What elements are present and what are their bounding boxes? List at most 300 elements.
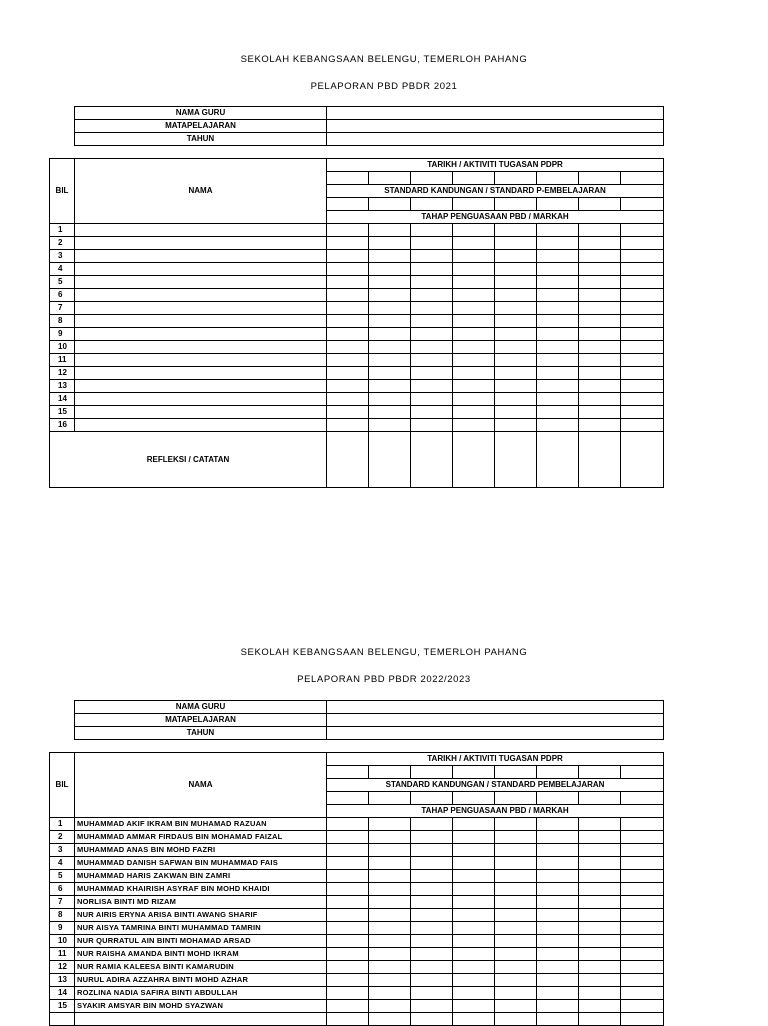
score-cell[interactable]: [411, 935, 453, 948]
score-cell[interactable]: [327, 237, 369, 250]
score-cell[interactable]: [453, 289, 495, 302]
score-cell[interactable]: [579, 896, 621, 909]
score-cell[interactable]: [537, 328, 579, 341]
year-field[interactable]: [327, 727, 664, 740]
score-cell[interactable]: [621, 909, 664, 922]
score-cell[interactable]: [537, 315, 579, 328]
score-cell[interactable]: [621, 393, 664, 406]
score-cell[interactable]: [369, 250, 411, 263]
score-cell[interactable]: [453, 406, 495, 419]
score-cell[interactable]: [453, 1000, 495, 1013]
score-cell[interactable]: [579, 354, 621, 367]
score-cell[interactable]: [411, 263, 453, 276]
score-cell[interactable]: [495, 328, 537, 341]
score-cell[interactable]: [621, 263, 664, 276]
student-row: [50, 818, 664, 831]
score-cell[interactable]: [369, 987, 411, 1000]
score-cell[interactable]: [537, 1000, 579, 1013]
score-cell[interactable]: [621, 250, 664, 263]
activity-cell[interactable]: [537, 198, 579, 211]
score-cell[interactable]: [537, 961, 579, 974]
score-cell[interactable]: [453, 870, 495, 883]
score-cell[interactable]: [369, 844, 411, 857]
score-cell[interactable]: [621, 961, 664, 974]
score-cell[interactable]: [369, 380, 411, 393]
score-cell[interactable]: [369, 354, 411, 367]
score-cell[interactable]: [327, 987, 369, 1000]
score-cell[interactable]: [453, 883, 495, 896]
score-cell[interactable]: [495, 961, 537, 974]
score-cell[interactable]: [621, 367, 664, 380]
activity-cell[interactable]: [327, 792, 369, 805]
score-cell[interactable]: [411, 237, 453, 250]
subject-field[interactable]: [327, 714, 664, 727]
score-cell[interactable]: [327, 276, 369, 289]
reflection-cell[interactable]: [453, 432, 495, 488]
activity-cell[interactable]: [453, 198, 495, 211]
reflection-cell[interactable]: [537, 432, 579, 488]
score-cell[interactable]: [453, 302, 495, 315]
score-cell[interactable]: [579, 302, 621, 315]
score-cell[interactable]: [621, 380, 664, 393]
score-cell[interactable]: [579, 250, 621, 263]
score-cell[interactable]: [621, 974, 664, 987]
score-cell[interactable]: [411, 328, 453, 341]
score-cell[interactable]: [579, 237, 621, 250]
score-cell[interactable]: [411, 289, 453, 302]
score-cell[interactable]: [411, 909, 453, 922]
score-cell[interactable]: [411, 393, 453, 406]
score-cell[interactable]: [621, 948, 664, 961]
activity-cell[interactable]: [495, 172, 537, 185]
score-cell[interactable]: [453, 935, 495, 948]
score-cell[interactable]: [537, 341, 579, 354]
score-cell[interactable]: [621, 419, 664, 432]
score-cell[interactable]: [369, 289, 411, 302]
reflection-cell[interactable]: [369, 432, 411, 488]
score-cell[interactable]: [411, 883, 453, 896]
score-cell[interactable]: [327, 250, 369, 263]
score-cell[interactable]: [327, 870, 369, 883]
score-cell[interactable]: [327, 263, 369, 276]
score-cell[interactable]: [495, 302, 537, 315]
score-cell[interactable]: [537, 909, 579, 922]
score-cell[interactable]: [579, 380, 621, 393]
score-cell[interactable]: [369, 974, 411, 987]
score-cell[interactable]: [579, 857, 621, 870]
header-standard: STANDARD KANDUNGAN / STANDARD P-EMBELAJARAN: [327, 185, 664, 198]
score-cell[interactable]: [453, 987, 495, 1000]
activity-cell[interactable]: [453, 172, 495, 185]
score-cell[interactable]: [579, 289, 621, 302]
score-cell[interactable]: [495, 419, 537, 432]
score-cell[interactable]: [495, 341, 537, 354]
score-cell[interactable]: [579, 1000, 621, 1013]
score-cell[interactable]: [369, 419, 411, 432]
score-cell[interactable]: [453, 857, 495, 870]
score-cell[interactable]: [621, 328, 664, 341]
score-cell[interactable]: [621, 922, 664, 935]
row-number: 9: [50, 328, 75, 341]
score-cell[interactable]: [327, 844, 369, 857]
activity-cell[interactable]: [495, 792, 537, 805]
score-cell[interactable]: [327, 380, 369, 393]
score-cell[interactable]: [537, 844, 579, 857]
score-cell[interactable]: [579, 974, 621, 987]
score-cell[interactable]: [537, 263, 579, 276]
score-cell[interactable]: [411, 857, 453, 870]
report-title: PELAPORAN PBD PBDR 2021: [310, 81, 458, 92]
score-cell[interactable]: [411, 302, 453, 315]
score-cell[interactable]: [495, 922, 537, 935]
reflection-cell[interactable]: [495, 432, 537, 488]
activity-cell[interactable]: [411, 792, 453, 805]
activity-cell[interactable]: [537, 792, 579, 805]
score-cell[interactable]: [537, 367, 579, 380]
score-cell[interactable]: [453, 354, 495, 367]
score-cell[interactable]: [411, 1000, 453, 1013]
score-cell[interactable]: [495, 857, 537, 870]
score-cell[interactable]: [327, 1000, 369, 1013]
score-cell[interactable]: [327, 818, 369, 831]
score-cell[interactable]: [537, 935, 579, 948]
score-cell[interactable]: [579, 961, 621, 974]
score-cell[interactable]: [579, 870, 621, 883]
score-cell[interactable]: [411, 250, 453, 263]
activity-cell[interactable]: [369, 198, 411, 211]
activity-cell[interactable]: [411, 766, 453, 779]
score-cell[interactable]: [411, 922, 453, 935]
score-cell[interactable]: [621, 354, 664, 367]
activity-cell[interactable]: [327, 766, 369, 779]
activity-cell[interactable]: [621, 766, 664, 779]
score-cell[interactable]: [453, 328, 495, 341]
activity-cell[interactable]: [579, 198, 621, 211]
score-cell[interactable]: [579, 393, 621, 406]
score-cell[interactable]: [327, 367, 369, 380]
score-cell[interactable]: [537, 250, 579, 263]
score-cell[interactable]: [369, 961, 411, 974]
score-cell[interactable]: [369, 302, 411, 315]
score-cell[interactable]: [579, 315, 621, 328]
score-cell[interactable]: [621, 870, 664, 883]
score-cell[interactable]: [621, 935, 664, 948]
score-cell[interactable]: [495, 367, 537, 380]
score-cell[interactable]: [327, 974, 369, 987]
activity-cell[interactable]: [453, 792, 495, 805]
score-cell[interactable]: [579, 831, 621, 844]
score-cell[interactable]: [495, 987, 537, 1000]
score-cell[interactable]: [621, 818, 664, 831]
score-cell[interactable]: [369, 948, 411, 961]
score-cell[interactable]: [411, 276, 453, 289]
score-cell[interactable]: [369, 237, 411, 250]
score-cell[interactable]: [621, 224, 664, 237]
score-cell[interactable]: [369, 922, 411, 935]
score-cell[interactable]: [411, 831, 453, 844]
score-cell[interactable]: [621, 857, 664, 870]
score-cell[interactable]: [369, 328, 411, 341]
score-cell[interactable]: [369, 935, 411, 948]
score-cell[interactable]: [495, 315, 537, 328]
score-cell[interactable]: [579, 922, 621, 935]
score-cell[interactable]: [495, 393, 537, 406]
student-name: MUHAMMAD KHAIRISH ASYRAF BIN MOHD KHAIDI: [75, 883, 327, 896]
score-cell[interactable]: [621, 289, 664, 302]
score-cell[interactable]: [327, 341, 369, 354]
score-cell[interactable]: [495, 909, 537, 922]
score-cell[interactable]: [327, 922, 369, 935]
score-cell[interactable]: [369, 406, 411, 419]
score-cell[interactable]: [621, 896, 664, 909]
score-cell[interactable]: [537, 224, 579, 237]
activity-cell[interactable]: [411, 172, 453, 185]
activity-cell[interactable]: [537, 766, 579, 779]
score-cell[interactable]: [495, 896, 537, 909]
score-cell[interactable]: [369, 367, 411, 380]
score-cell[interactable]: [327, 896, 369, 909]
score-cell[interactable]: [453, 237, 495, 250]
score-cell[interactable]: [369, 1000, 411, 1013]
activity-cell[interactable]: [621, 792, 664, 805]
score-cell[interactable]: [327, 961, 369, 974]
score-cell[interactable]: [537, 870, 579, 883]
activity-cell[interactable]: [495, 198, 537, 211]
score-cell[interactable]: [621, 406, 664, 419]
score-cell[interactable]: [537, 393, 579, 406]
score-cell[interactable]: [621, 987, 664, 1000]
score-cell[interactable]: [537, 237, 579, 250]
score-cell[interactable]: [369, 393, 411, 406]
score-cell[interactable]: [369, 315, 411, 328]
score-cell[interactable]: [327, 909, 369, 922]
score-cell[interactable]: [411, 380, 453, 393]
score-cell[interactable]: [495, 263, 537, 276]
score-cell[interactable]: [453, 250, 495, 263]
score-cell[interactable]: [579, 935, 621, 948]
score-cell[interactable]: [495, 354, 537, 367]
score-cell[interactable]: [327, 419, 369, 432]
score-cell[interactable]: [411, 948, 453, 961]
score-cell[interactable]: [579, 948, 621, 961]
score-cell[interactable]: [453, 961, 495, 974]
score-cell[interactable]: [369, 818, 411, 831]
score-cell[interactable]: [579, 328, 621, 341]
score-cell[interactable]: [453, 380, 495, 393]
score-cell[interactable]: [453, 948, 495, 961]
activity-cell[interactable]: [537, 172, 579, 185]
reflection-cell[interactable]: [621, 432, 664, 488]
score-cell[interactable]: [495, 844, 537, 857]
score-cell[interactable]: [537, 354, 579, 367]
score-cell[interactable]: [411, 844, 453, 857]
score-cell[interactable]: [453, 224, 495, 237]
score-cell[interactable]: [495, 289, 537, 302]
score-cell[interactable]: [537, 380, 579, 393]
score-cell[interactable]: [327, 315, 369, 328]
score-cell[interactable]: [369, 276, 411, 289]
score-cell[interactable]: [411, 367, 453, 380]
activity-cell[interactable]: [579, 172, 621, 185]
score-cell[interactable]: [411, 870, 453, 883]
score-cell[interactable]: [537, 302, 579, 315]
score-cell[interactable]: [453, 818, 495, 831]
score-cell[interactable]: [579, 987, 621, 1000]
score-cell[interactable]: [537, 896, 579, 909]
score-cell[interactable]: [369, 896, 411, 909]
score-cell[interactable]: [369, 831, 411, 844]
score-cell[interactable]: [537, 948, 579, 961]
score-cell[interactable]: [579, 883, 621, 896]
year-field[interactable]: [327, 133, 664, 146]
reflection-cell[interactable]: [411, 432, 453, 488]
activity-cell[interactable]: [327, 172, 369, 185]
score-cell[interactable]: [579, 341, 621, 354]
score-cell[interactable]: [411, 987, 453, 1000]
score-cell[interactable]: [537, 276, 579, 289]
activity-cell[interactable]: [453, 766, 495, 779]
score-cell[interactable]: [411, 818, 453, 831]
activity-cell[interactable]: [369, 792, 411, 805]
score-cell[interactable]: [453, 367, 495, 380]
activity-cell[interactable]: [411, 198, 453, 211]
score-cell[interactable]: [495, 818, 537, 831]
score-cell[interactable]: [369, 857, 411, 870]
score-cell[interactable]: [495, 831, 537, 844]
score-cell[interactable]: [495, 870, 537, 883]
score-cell[interactable]: [495, 406, 537, 419]
score-cell[interactable]: [537, 831, 579, 844]
score-cell[interactable]: [537, 883, 579, 896]
activity-cell[interactable]: [495, 766, 537, 779]
score-cell[interactable]: [411, 419, 453, 432]
activity-cell[interactable]: [369, 172, 411, 185]
score-cell[interactable]: [369, 883, 411, 896]
score-cell[interactable]: [495, 974, 537, 987]
score-cell[interactable]: [537, 289, 579, 302]
score-cell[interactable]: [453, 896, 495, 909]
score-cell[interactable]: [327, 857, 369, 870]
score-cell[interactable]: [495, 237, 537, 250]
student-row: [50, 974, 664, 987]
score-cell[interactable]: [411, 406, 453, 419]
score-cell[interactable]: [579, 276, 621, 289]
score-cell[interactable]: [453, 419, 495, 432]
score-cell[interactable]: [369, 224, 411, 237]
score-cell[interactable]: [327, 883, 369, 896]
score-cell[interactable]: [621, 341, 664, 354]
score-cell[interactable]: [579, 406, 621, 419]
score-cell[interactable]: [369, 870, 411, 883]
reflection-cell[interactable]: [579, 432, 621, 488]
score-cell[interactable]: [621, 1000, 664, 1013]
score-cell[interactable]: [495, 1000, 537, 1013]
activity-cell[interactable]: [621, 198, 664, 211]
subject-field[interactable]: [327, 120, 664, 133]
score-cell[interactable]: [411, 354, 453, 367]
score-cell[interactable]: [537, 857, 579, 870]
score-cell[interactable]: [495, 224, 537, 237]
score-cell[interactable]: [327, 354, 369, 367]
score-cell[interactable]: [453, 922, 495, 935]
score-cell[interactable]: [453, 263, 495, 276]
score-cell[interactable]: [327, 224, 369, 237]
score-cell[interactable]: [621, 237, 664, 250]
score-cell[interactable]: [579, 909, 621, 922]
score-cell[interactable]: [495, 935, 537, 948]
score-cell[interactable]: [579, 263, 621, 276]
score-cell[interactable]: [453, 909, 495, 922]
score-cell[interactable]: [453, 393, 495, 406]
score-cell[interactable]: [453, 974, 495, 987]
score-cell[interactable]: [579, 224, 621, 237]
score-cell[interactable]: [411, 961, 453, 974]
score-cell[interactable]: [621, 276, 664, 289]
score-cell[interactable]: [537, 922, 579, 935]
score-cell[interactable]: [537, 818, 579, 831]
score-cell[interactable]: [579, 818, 621, 831]
score-cell[interactable]: [369, 263, 411, 276]
score-cell[interactable]: [621, 883, 664, 896]
score-cell[interactable]: [495, 250, 537, 263]
score-cell[interactable]: [579, 419, 621, 432]
score-cell[interactable]: [369, 341, 411, 354]
teacher-name-field[interactable]: [327, 107, 664, 120]
teacher-name-field[interactable]: [327, 701, 664, 714]
score-cell[interactable]: [411, 341, 453, 354]
score-cell[interactable]: [411, 974, 453, 987]
score-cell[interactable]: [453, 844, 495, 857]
score-cell[interactable]: [495, 380, 537, 393]
score-cell[interactable]: [621, 302, 664, 315]
score-cell[interactable]: [453, 315, 495, 328]
score-cell[interactable]: [537, 974, 579, 987]
score-cell[interactable]: [453, 276, 495, 289]
score-cell[interactable]: [495, 948, 537, 961]
score-cell[interactable]: [411, 315, 453, 328]
activity-cell[interactable]: [327, 198, 369, 211]
score-cell[interactable]: [327, 393, 369, 406]
activity-cell[interactable]: [579, 766, 621, 779]
activity-cell[interactable]: [579, 792, 621, 805]
score-cell[interactable]: [453, 341, 495, 354]
score-cell[interactable]: [621, 844, 664, 857]
score-cell[interactable]: [537, 987, 579, 1000]
activity-cell[interactable]: [369, 766, 411, 779]
score-cell[interactable]: [621, 831, 664, 844]
score-cell[interactable]: [495, 883, 537, 896]
score-cell[interactable]: [579, 367, 621, 380]
score-cell[interactable]: [327, 948, 369, 961]
score-cell[interactable]: [327, 328, 369, 341]
score-cell[interactable]: [327, 302, 369, 315]
reflection-cell[interactable]: [327, 432, 369, 488]
score-cell[interactable]: [621, 315, 664, 328]
score-cell[interactable]: [579, 844, 621, 857]
activity-cell[interactable]: [621, 172, 664, 185]
score-cell[interactable]: [411, 224, 453, 237]
score-cell[interactable]: [369, 909, 411, 922]
score-cell[interactable]: [327, 935, 369, 948]
score-cell[interactable]: [327, 406, 369, 419]
score-cell[interactable]: [537, 419, 579, 432]
score-cell[interactable]: [327, 831, 369, 844]
score-cell[interactable]: [453, 831, 495, 844]
score-cell[interactable]: [411, 896, 453, 909]
score-cell[interactable]: [495, 276, 537, 289]
score-cell[interactable]: [327, 289, 369, 302]
score-cell[interactable]: [537, 406, 579, 419]
